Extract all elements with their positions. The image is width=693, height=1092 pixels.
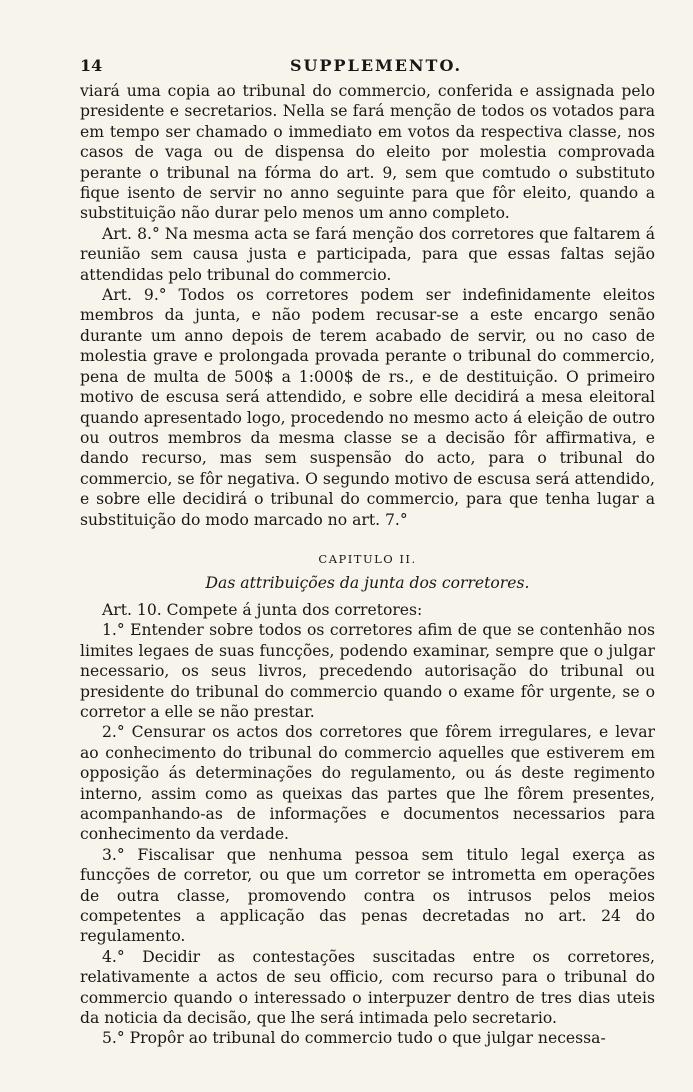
paragraph-item-5: 5.° Propôr ao tribunal do commercio tudo o que julgar necessa- — [102, 1029, 606, 1048]
paragraph-art-8: Art. 8.° Na mesma acta se fará menção dos corretores que faltarem á reunião sem causa justa e participada, para que essas faltas sejão attendidas pelo tribunal do commercio. — [80, 224, 655, 284]
paragraph-art-10: Art. 10. Compete á junta dos corretores: — [102, 600, 423, 619]
paragraph-art-9: Art. 9.° Todos os corretores podem ser indefinidamente eleitos membros da junta, e não podem recusar-se a este encargo senão durante um anno depois de terem acabado de servir, ou no caso de molestia grave e prolongada provada perante o tribunal do commercio, pena de multa de 500$ a 1:000$ de rs., e de destituição. O primeiro motivo de escusa será attendido, e sobre elle decidirá a mesa eleitoral quando apresentado logo, procedendo no mesmo acto á eleição de outro ou outros membros da mesma classe se a decisão fôr affirmativa, e dando recurso, mas sem suspensão do acto, para o tribunal do commercio, se fôr negativa. O segundo motivo de escusa será attendido, e sobre elle decidirá o tribunal do commercio, para que tenha lugar a substituição do modo marcado no art. 7.° — [80, 286, 655, 529]
chapter-title: Das attribuições da junta dos corretores. — [205, 573, 530, 592]
paragraph-continuation: viará uma copia ao tribunal do commercio, conferida e assignada pelo presidente e secretarios. Nella se fará menção de todos os votados para em tempo ser chamado o immediato em votos da respectiva classe, nos casos de vaga ou de dispensa do eleito por molestia comprovada perante o tribunal na fórma do art. 9, sem que comtudo o substituto fique isento de servir no anno seguinte para que fôr eleito, quando a substituição não durar pelo menos um anno completo. — [80, 82, 655, 223]
page-header — [80, 56, 655, 75]
page-number: 14 — [80, 56, 103, 75]
paragraph-item-3: 3.° Fiscalisar que nenhuma pessoa sem titulo legal exerça as funcções de corretor, ou que um corretor se intrometta em operações de outra classe, promovendo contra os intrusos pelos meios competentes a applicação das penas decretadas no art. 24 do regulamento. — [80, 845, 655, 946]
paragraph-item-4: 4.° Decidir as contestações suscitadas entre os corretores, relativamente a actos de seu officio, com recurso para o tribunal do commercio quando o interessado o interpuzer dentro de tres dias uteis da noticia da decisão, que lhe será intimada pelo secretario. — [80, 947, 655, 1028]
paragraph-item-1: 1.° Entender sobre todos os corretores afim de que se contenhão nos limites legaes de suas funcções, podendo examinar, sempre que o julgar necessario, os seus livros, precedendo autorisação do tribunal ou presidente do tribunal do commercio quando o exame fôr urgente, se o corretor a elle se não prestar. — [80, 621, 655, 721]
chapter-label: CAPITULO II. — [318, 551, 417, 566]
paragraph-item-2: 2.° Censurar os actos dos corretores que fôrem irregulares, e levar ao conhecimento do tribunal do commercio aquelles que estiverem em opposição ás determinações do regulamento, ou ás deste regimento interno, assim como as queixas das partes que lhe fôrem presentes, acompanhando-as de informações e documentos necessarios para conhecimento da verdade. — [80, 723, 655, 844]
running-title: SUPPLEMENTO. — [290, 56, 463, 75]
